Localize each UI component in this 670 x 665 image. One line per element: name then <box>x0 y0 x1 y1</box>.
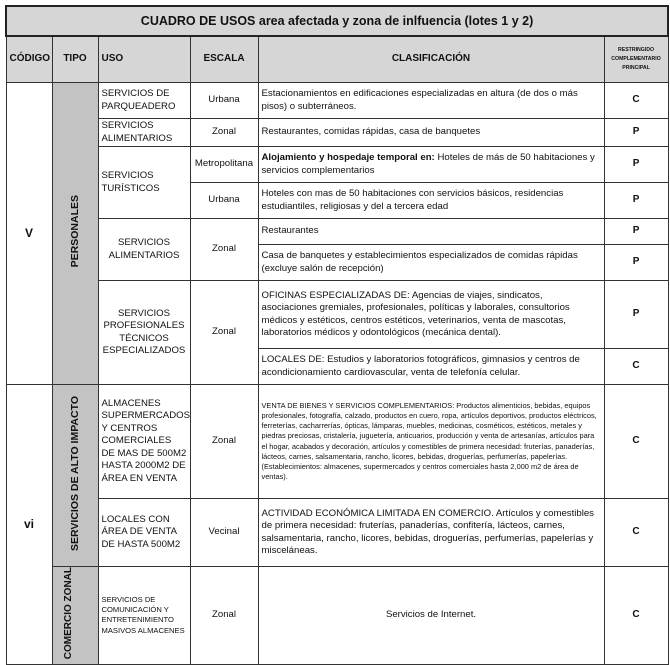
uso-cell: ALMACENES SUPERMERCADOS Y CENTROS COMERCIALES DE MAS DE 500M2 HASTA 2000M2 DE ÁREA EN VENTA <box>98 385 190 499</box>
clasificacion-cell: Restaurantes <box>258 219 604 245</box>
flag-cell: C <box>604 499 668 567</box>
clasificacion-cell: Hoteles con mas de 50 habitaciones con servicios básicos, residencias estudiantiles, religiosas y del a tercera edad <box>258 183 604 219</box>
flag-cell: C <box>604 83 668 119</box>
escala-cell: Vecinal <box>190 499 258 567</box>
flag-cell: P <box>604 119 668 147</box>
escala-cell: Urbana <box>190 83 258 119</box>
uses-table-container <box>5 5 667 660</box>
escala-cell: Zonal <box>190 219 258 281</box>
tipo-alto-impacto <box>52 385 98 567</box>
tipo-personales <box>52 83 98 385</box>
escala-cell: Metropolitana <box>190 147 258 183</box>
header-escala: ESCALA <box>190 36 258 83</box>
flag-cell: P <box>604 245 668 281</box>
code-v: V <box>6 83 52 385</box>
table-row <box>6 147 668 183</box>
clasificacion-bold-lead: Alojamiento y hospedaje temporal en: <box>261 152 435 163</box>
flag-cell: P <box>604 219 668 245</box>
uso-cell: SERVICIOS TURÍSTICOS <box>98 147 190 219</box>
table-title: CUADRO DE USOS area afectada y zona de inlfuencia (lotes 1 y 2) <box>6 6 668 36</box>
table-row <box>6 219 668 245</box>
uso-cell: SERVICIOS DE COMUNICACIÓN Y ENTRETENIMIENTO MASIVOS ALMACENES <box>98 567 190 665</box>
flag-cell: C <box>604 349 668 385</box>
flag-cell: C <box>604 567 668 665</box>
tipo-personales-label: PERSONALES <box>68 195 81 268</box>
clasificacion-cell: Casa de banquetes y establecimientos especializados de comidas rápidas (excluye salón de recepción) <box>258 245 604 281</box>
header-restringido: RESTRINGIDO COMPLEMENTARIO PRINCIPAL <box>604 36 668 83</box>
flag-cell: P <box>604 183 668 219</box>
uso-cell: LOCALES CON ÁREA DE VENTA DE HASTA 500M2 <box>98 499 190 567</box>
clasificacion-cell: Servicios de Internet. <box>258 567 604 665</box>
flag-cell: P <box>604 147 668 183</box>
flag-cell: P <box>604 281 668 349</box>
header-tipo: TIPO <box>52 36 98 83</box>
escala-cell: Zonal <box>190 119 258 147</box>
uso-cell: SERVICIOS PROFESIONALES TÉCNICOS ESPECIALIZADOS <box>98 281 190 385</box>
tipo-comercio-zonal <box>52 567 98 665</box>
tipo-comercio-zonal-label: COMERCIO ZONAL <box>63 567 74 660</box>
table-row <box>6 281 668 349</box>
escala-cell: Zonal <box>190 385 258 499</box>
clasificacion-cell: LOCALES DE: Estudios y laboratorios fotográficos, gimnasios y centros de acondicionamiento cardiovascular, venta de telefonía celular. <box>258 349 604 385</box>
uso-cell: SERVICIOS ALIMENTARIOS <box>98 219 190 281</box>
clasificacion-cell: Restaurantes, comidas rápidas, casa de banquetes <box>258 119 604 147</box>
header-codigo: CÓDIGO <box>6 36 52 83</box>
escala-cell: Urbana <box>190 183 258 219</box>
tipo-alto-impacto-label: SERVICIOS DE ALTO IMPACTO <box>68 395 81 551</box>
clasificacion-cell: OFICINAS ESPECIALIZADAS DE: Agencias de viajes, sindicatos, asociaciones gremiales, profesionales, políticas y laborales, consultorios médicos y estéticos, centros estéticos, veterinarios, venta de mascotas, laboratorios médicos y odontológicos (mecánica dental). <box>258 281 604 349</box>
uso-cell: SERVICIOS DE PARQUEADERO <box>98 83 190 119</box>
clasificacion-cell: VENTA DE BIENES Y SERVICIOS COMPLEMENTARIOS: Productos alimenticios, bebidas, equipos profesionales, fotografía, calzado, productos en cuero, ropa, artículos deportivos, productos eléctricos, ferreterías, cacharrerías, ópticas, lámparas, muebles, medicinas, cosméticos, estéticos, metales y piedras preciosas, cristalería, juguetería, anticuarios, producción y venta de artesanías, artículos para el hogar, acabados y decoración, artículos y comestibles de primera necesidad: fruterías, panaderías, lácteos, carnes, salsamentaria, rancho, licores, bebidas, droguerías, perfumerías, papelerías. (Establecimientos: almacenes, supermercados y centros comerciales hasta 2,000 m2 de área de ventas). <box>258 385 604 499</box>
uses-table <box>5 5 669 665</box>
code-vi: vi <box>6 385 52 665</box>
uso-cell: SERVICIOS ALIMENTARIOS <box>98 119 190 147</box>
table-row <box>6 499 668 567</box>
header-clasificacion: CLASIFICACIÓN <box>258 36 604 83</box>
table-row <box>6 385 668 499</box>
escala-cell: Zonal <box>190 567 258 665</box>
table-row <box>6 119 668 147</box>
clasificacion-cell: Estacionamientos en edificaciones especializadas en altura (de dos o más pisos) o subterráneos. <box>258 83 604 119</box>
header-uso: USO <box>98 36 190 83</box>
table-row <box>6 83 668 119</box>
clasificacion-cell: ACTIVIDAD ECONÓMICA LIMITADA EN COMERCIO. Artículos y comestibles de primera necesidad: fruterías, panaderías, confitería, lácteos, carnes, salsamentaria, rancho, licores, bebidas, droguerías, perfumerías, papelerías y misceláneas. <box>258 499 604 567</box>
table-row <box>6 567 668 665</box>
escala-cell: Zonal <box>190 281 258 385</box>
clasificacion-text: Hoteles de más de 50 habitaciones y servicios complementarios <box>261 152 595 176</box>
flag-cell: C <box>604 385 668 499</box>
clasificacion-cell <box>258 147 604 183</box>
